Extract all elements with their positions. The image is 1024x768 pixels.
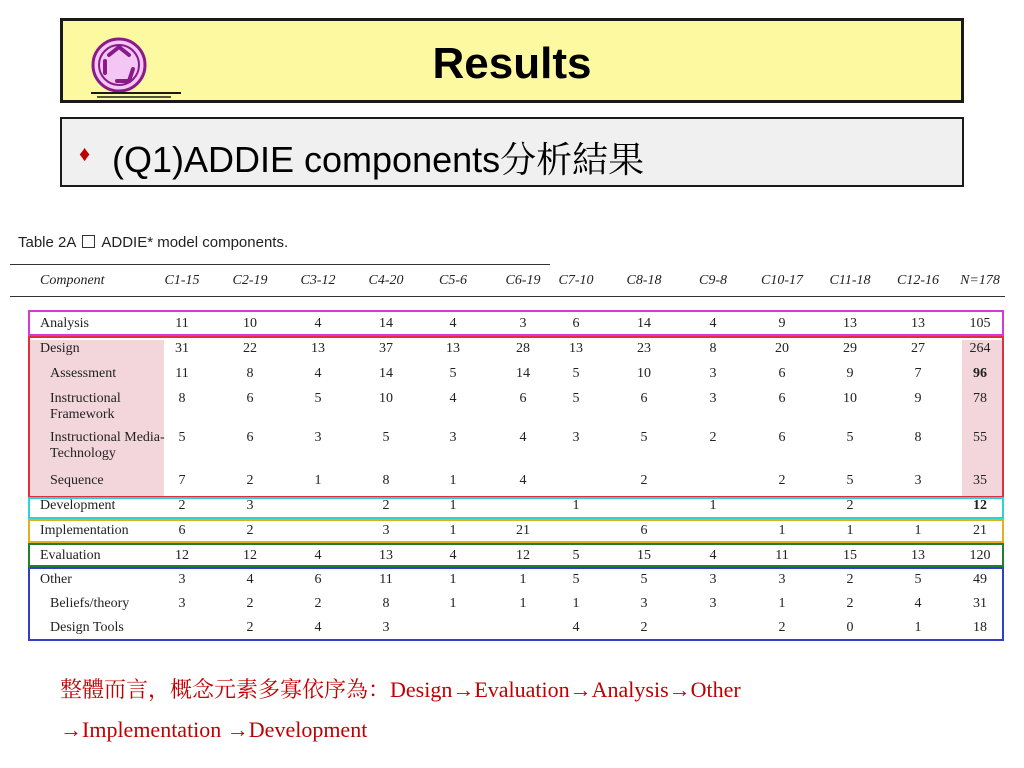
table-cell: 3 [178,596,186,611]
table-row-label: Evaluation [40,548,101,563]
table-cell: 3 [778,572,786,587]
table-cell: 31 [973,596,987,611]
table-cell: 4 [449,391,457,406]
table-cell: 2 [846,596,854,611]
table-cell: 21 [973,523,987,538]
development-frame [28,497,1004,519]
table-cell: 3 [449,430,457,445]
table-cell: 5 [382,430,390,445]
table-cell: 4 [314,366,322,381]
table-cell: 5 [449,366,457,381]
table-cell: 10 [637,366,651,381]
implementation-frame [28,519,1004,543]
table-cell: 6 [314,572,322,587]
table-row-label: Analysis [40,316,89,331]
table-cell: 1 [914,523,922,538]
table-cell: 1 [519,572,527,587]
table-cell: 120 [969,548,991,563]
table-cell: 0 [846,620,854,635]
table-cell: 3 [709,366,717,381]
table-cell: 13 [379,548,393,563]
table-cell: 1 [778,596,786,611]
table-header-c4-20: C4-20 [368,273,404,288]
table-cell: 13 [911,316,925,331]
table-cell: 3 [382,523,390,538]
table-cell: 2 [246,596,254,611]
table-cell: 13 [311,341,325,356]
table-cell: 5 [846,430,854,445]
title-banner [60,18,964,103]
table-cell: 2 [246,523,254,538]
table-cell: 3 [382,620,390,635]
table-header-c1-15: C1-15 [164,273,200,288]
table-header-component: Component [40,273,105,288]
table-cell: 13 [446,341,460,356]
table-cell: 8 [382,473,390,488]
table-row-label: Instructional Framework [50,391,121,422]
table-cell: 6 [178,523,186,538]
table-header-c5-6: C5-6 [439,273,467,288]
table-cell: 35 [973,473,987,488]
table-cell: 9 [846,366,854,381]
table-header-c10-17: C10-17 [761,273,803,288]
table-cell: 264 [969,341,991,356]
subtitle-text: (Q1)ADDIE components分析結果 [112,139,645,180]
table-row-label: Other [40,572,72,587]
table-cell: 28 [516,341,530,356]
table-cell: 2 [640,620,648,635]
table-cell: 6 [572,316,580,331]
table-cell: 96 [973,366,987,381]
table-header-c8-18: C8-18 [626,273,662,288]
table-cell: 2 [382,498,390,513]
table-cell: 3 [572,430,580,445]
table-cell: 6 [778,430,786,445]
table-cell: 3 [246,498,254,513]
table-cell: 37 [379,341,393,356]
table-cell: 21 [516,523,530,538]
results-table [10,228,1010,648]
table-cell: 6 [246,391,254,406]
table-row-label: Implementation [40,523,129,538]
table-cell: 4 [314,620,322,635]
table-cell: 4 [314,548,322,563]
table-cell: 5 [572,366,580,381]
table-cell: 4 [519,430,527,445]
table-cell: 15 [637,548,651,563]
page-title: Results [432,39,592,88]
table-cell: 14 [379,316,393,331]
table-cell: 13 [911,548,925,563]
table-cell: 9 [914,391,922,406]
table-row-label: Design Tools [50,620,124,635]
table-cell: 11 [175,366,189,381]
table-cell: 2 [846,498,854,513]
table-cell: 1 [572,596,580,611]
table-cell: 6 [778,391,786,406]
table-cell: 2 [314,596,322,611]
table-rule-header [10,296,1005,297]
table-cell: 4 [246,572,254,587]
table-header-c6-19: C6-19 [505,273,541,288]
table-cell: 6 [640,391,648,406]
table-cell: 14 [637,316,651,331]
subtitle-bar [60,117,964,187]
table-cell: 55 [973,430,987,445]
table-cell: 3 [178,572,186,587]
table-cell: 12 [175,548,189,563]
table-cell: 7 [914,366,922,381]
table-cell: 20 [775,341,789,356]
table-cell: 5 [572,391,580,406]
table-cell: 3 [709,572,717,587]
table-cell: 11 [175,316,189,331]
table-cell: 78 [973,391,987,406]
table-cell: 5 [572,572,580,587]
table-cell: 6 [640,523,648,538]
table-cell: 1 [914,620,922,635]
table-cell: 3 [709,596,717,611]
table-cell: 2 [246,620,254,635]
table-cell: 9 [778,316,786,331]
table-header-n=178: N=178 [960,273,1000,288]
summary-line-2: →Implementation →Development [60,717,368,742]
table-cell: 5 [846,473,854,488]
table-row-label: Sequence [50,473,104,488]
table-cell: 27 [911,341,925,356]
table-cell: 11 [775,548,789,563]
table-cell: 23 [637,341,651,356]
table-cell: 1 [449,473,457,488]
table-cell: 3 [314,430,322,445]
table-cell: 12 [243,548,257,563]
table-cell: 29 [843,341,857,356]
table-cell: 1 [449,596,457,611]
analysis-frame [28,310,1004,336]
table-cell: 1 [519,596,527,611]
table-cell: 4 [449,316,457,331]
table-cell: 4 [314,316,322,331]
table-header-c2-19: C2-19 [232,273,268,288]
table-cell: 2 [640,473,648,488]
diamond-bullet-icon: ♦ [79,141,91,166]
table-cell: 18 [973,620,987,635]
table-header-c11-18: C11-18 [829,273,871,288]
table-cell: 1 [572,498,580,513]
table-header-c12-16: C12-16 [897,273,939,288]
table-cell: 8 [709,341,717,356]
table-cell: 8 [246,366,254,381]
table-cell: 105 [969,316,991,331]
table-cell: 2 [246,473,254,488]
table-row-label: Assessment [50,366,117,381]
summary-note [60,670,980,750]
table-cell: 12 [516,548,530,563]
table-cell: 2 [778,473,786,488]
design-frame [28,336,1004,498]
table-cell: 1 [449,523,457,538]
summary-line-1: 整體而言，概念元素多寡依序為：Design→Evaluation→Analysis→Other [60,677,741,702]
table-cell: 13 [569,341,583,356]
table-cell: 31 [175,341,189,356]
table-cell: 6 [246,430,254,445]
table-cell: 3 [709,391,717,406]
other-frame [28,567,1004,641]
table-cell: 49 [973,572,987,587]
table-cell: 6 [519,391,527,406]
table-header-c7-10: C7-10 [558,273,594,288]
table-row-label: Development [40,498,116,513]
table-caption: Table 2A ADDIE* model components. [18,234,289,251]
table-cell: 3 [519,316,527,331]
table-cell: 1 [709,498,717,513]
table-cell: 22 [243,341,257,356]
table-cell: 4 [709,548,717,563]
table-header-c9-8: C9-8 [699,273,727,288]
table-cell: 13 [843,316,857,331]
table-cell: 3 [640,596,648,611]
table-cell: 4 [572,620,580,635]
table-cell: 5 [572,548,580,563]
table-cell: 3 [914,473,922,488]
table-cell: 11 [379,572,393,587]
table-cell: 1 [846,523,854,538]
table-cell: 8 [178,391,186,406]
table-cell: 15 [843,548,857,563]
table-cell: 5 [314,391,322,406]
caption-box-icon [82,235,95,248]
table-cell: 12 [973,498,987,513]
table-cell: 8 [914,430,922,445]
table-row-label: Instructional Media-Technology [50,430,165,461]
table-cell: 4 [449,548,457,563]
table-cell: 1 [449,498,457,513]
table-cell: 10 [379,391,393,406]
table-cell: 2 [846,572,854,587]
table-cell: 2 [178,498,186,513]
table-cell: 5 [640,572,648,587]
table-cell: 14 [516,366,530,381]
table-cell: 5 [914,572,922,587]
table-cell: 10 [843,391,857,406]
table-header-c3-12: C3-12 [300,273,336,288]
table-cell: 4 [914,596,922,611]
table-cell: 6 [778,366,786,381]
evaluation-frame [28,543,1004,567]
table-cell: 2 [778,620,786,635]
table-cell: 8 [382,596,390,611]
table-cell: 10 [243,316,257,331]
table-cell: 5 [178,430,186,445]
table-cell: 1 [778,523,786,538]
table-row-label: Design [40,341,80,356]
table-row-label: Beliefs/theory [50,596,130,611]
table-cell: 14 [379,366,393,381]
table-cell: 5 [640,430,648,445]
table-cell: 1 [314,473,322,488]
table-cell: 4 [519,473,527,488]
table-cell: 2 [709,430,717,445]
table-rule-top [10,264,550,265]
table-cell: 4 [709,316,717,331]
table-cell: 7 [178,473,186,488]
table-cell: 1 [449,572,457,587]
